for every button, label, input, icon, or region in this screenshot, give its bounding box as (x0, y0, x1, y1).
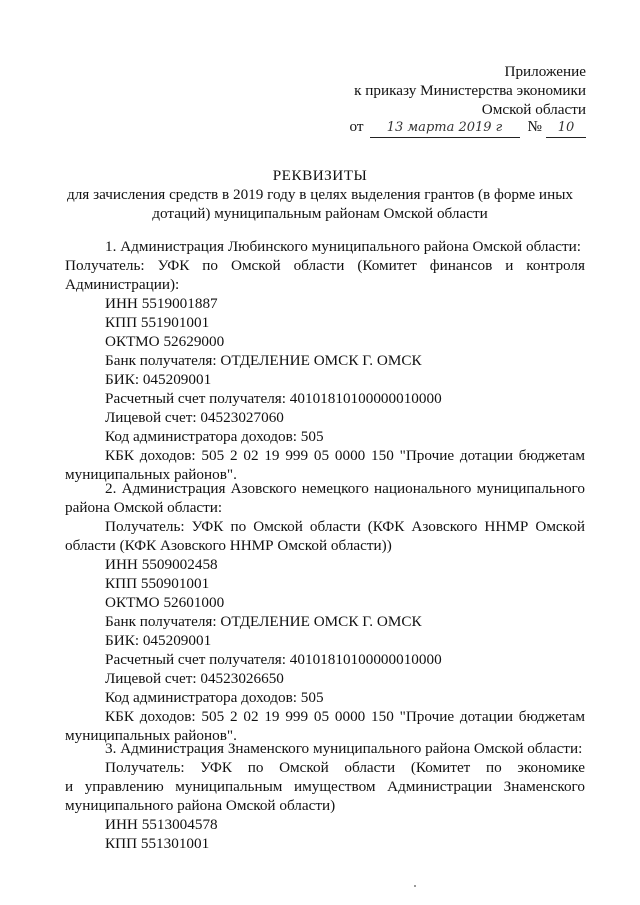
inn-value: ИНН 5509002458 (105, 556, 218, 573)
section-2 (65, 479, 585, 745)
recipient-line: Администрации): (65, 276, 180, 293)
section-heading: 2. Администрация Азовского немецкого национального муниципального (105, 480, 585, 497)
recipient-line: Получатель: УФК по Омской области (Комитет по экономике (105, 759, 585, 776)
kpp-value: КПП 551301001 (105, 835, 210, 852)
account-value: Расчетный счет получателя: 40101810100000010000 (105, 390, 442, 407)
bik-value: БИК: 045209001 (105, 371, 212, 388)
order-reference: к приказу Министерства экономики (354, 82, 586, 99)
handwritten-number: 10 (546, 118, 586, 138)
oktmo-value: ОКТМО 52629000 (105, 333, 225, 350)
recipient-line: Получатель: УФК по Омской области (Комитет финансов и контроля (65, 257, 585, 274)
oktmo-value: ОКТМО 52601000 (105, 594, 225, 611)
inn-value: ИНН 5519001887 (105, 295, 218, 312)
date-prefix: от (349, 118, 364, 135)
bank-value: Банк получателя: ОТДЕЛЕНИЕ ОМСК Г. ОМСК (105, 613, 422, 630)
recipient-line: и управлению муниципальным имуществом Администрации Знаменского (65, 778, 585, 795)
appendix-label: Приложение (504, 63, 586, 80)
kpp-value: КПП 550901001 (105, 575, 210, 592)
subtitle-line-2: дотаций) муниципальным районам Омской области (152, 205, 488, 222)
personal-account-value: Лицевой счет: 04523027060 (105, 409, 284, 426)
kbk-value-cont: муниципальных районов". (65, 466, 237, 483)
kbk-value: КБК доходов: 505 2 02 19 999 05 0000 150 "Прочие дотации бюджетам (105, 447, 585, 464)
account-value: Расчетный счет получателя: 40101810100000010000 (105, 651, 442, 668)
admin-code-value: Код администратора доходов: 505 (105, 428, 324, 445)
kbk-value-cont: муниципальных районов". (65, 727, 237, 744)
section-heading: 3. Администрация Знаменского муниципального района Омской области: (105, 740, 583, 757)
bik-value: БИК: 045209001 (105, 632, 212, 649)
bank-value: Банк получателя: ОТДЕЛЕНИЕ ОМСК Г. ОМСК (105, 352, 422, 369)
admin-code-value: Код администратора доходов: 505 (105, 689, 324, 706)
scan-speck (414, 885, 416, 887)
section-heading: 1. Администрация Любинского муниципального района Омской области: (105, 238, 581, 255)
section-3 (65, 739, 585, 853)
inn-value: ИНН 5513004578 (105, 816, 218, 833)
personal-account-value: Лицевой счет: 04523026650 (105, 670, 284, 687)
document-subtitle (60, 185, 580, 223)
kbk-value: КБК доходов: 505 2 02 19 999 05 0000 150 "Прочие дотации бюджетам (105, 708, 585, 725)
subtitle-line-1: для зачисления средств в 2019 году в целях выделения грантов (в форме иных (66, 186, 573, 203)
handwritten-date: 13 марта 2019 г (370, 118, 520, 138)
recipient-line: области (КФК Азовского ННМР Омской области)) (65, 537, 392, 554)
recipient-line: Получатель: УФК по Омской области (КФК Азовского ННМР Омской (105, 518, 585, 535)
kpp-value: КПП 551901001 (105, 314, 210, 331)
region-name: Омской области (481, 101, 586, 118)
recipient-line: муниципального района Омской области) (65, 797, 336, 814)
section-1 (65, 237, 585, 484)
document-title: РЕКВИЗИТЫ (272, 167, 368, 184)
number-prefix: № (527, 118, 542, 135)
date-number-line (349, 117, 586, 138)
section-heading-cont: района Омской области: (65, 499, 223, 516)
